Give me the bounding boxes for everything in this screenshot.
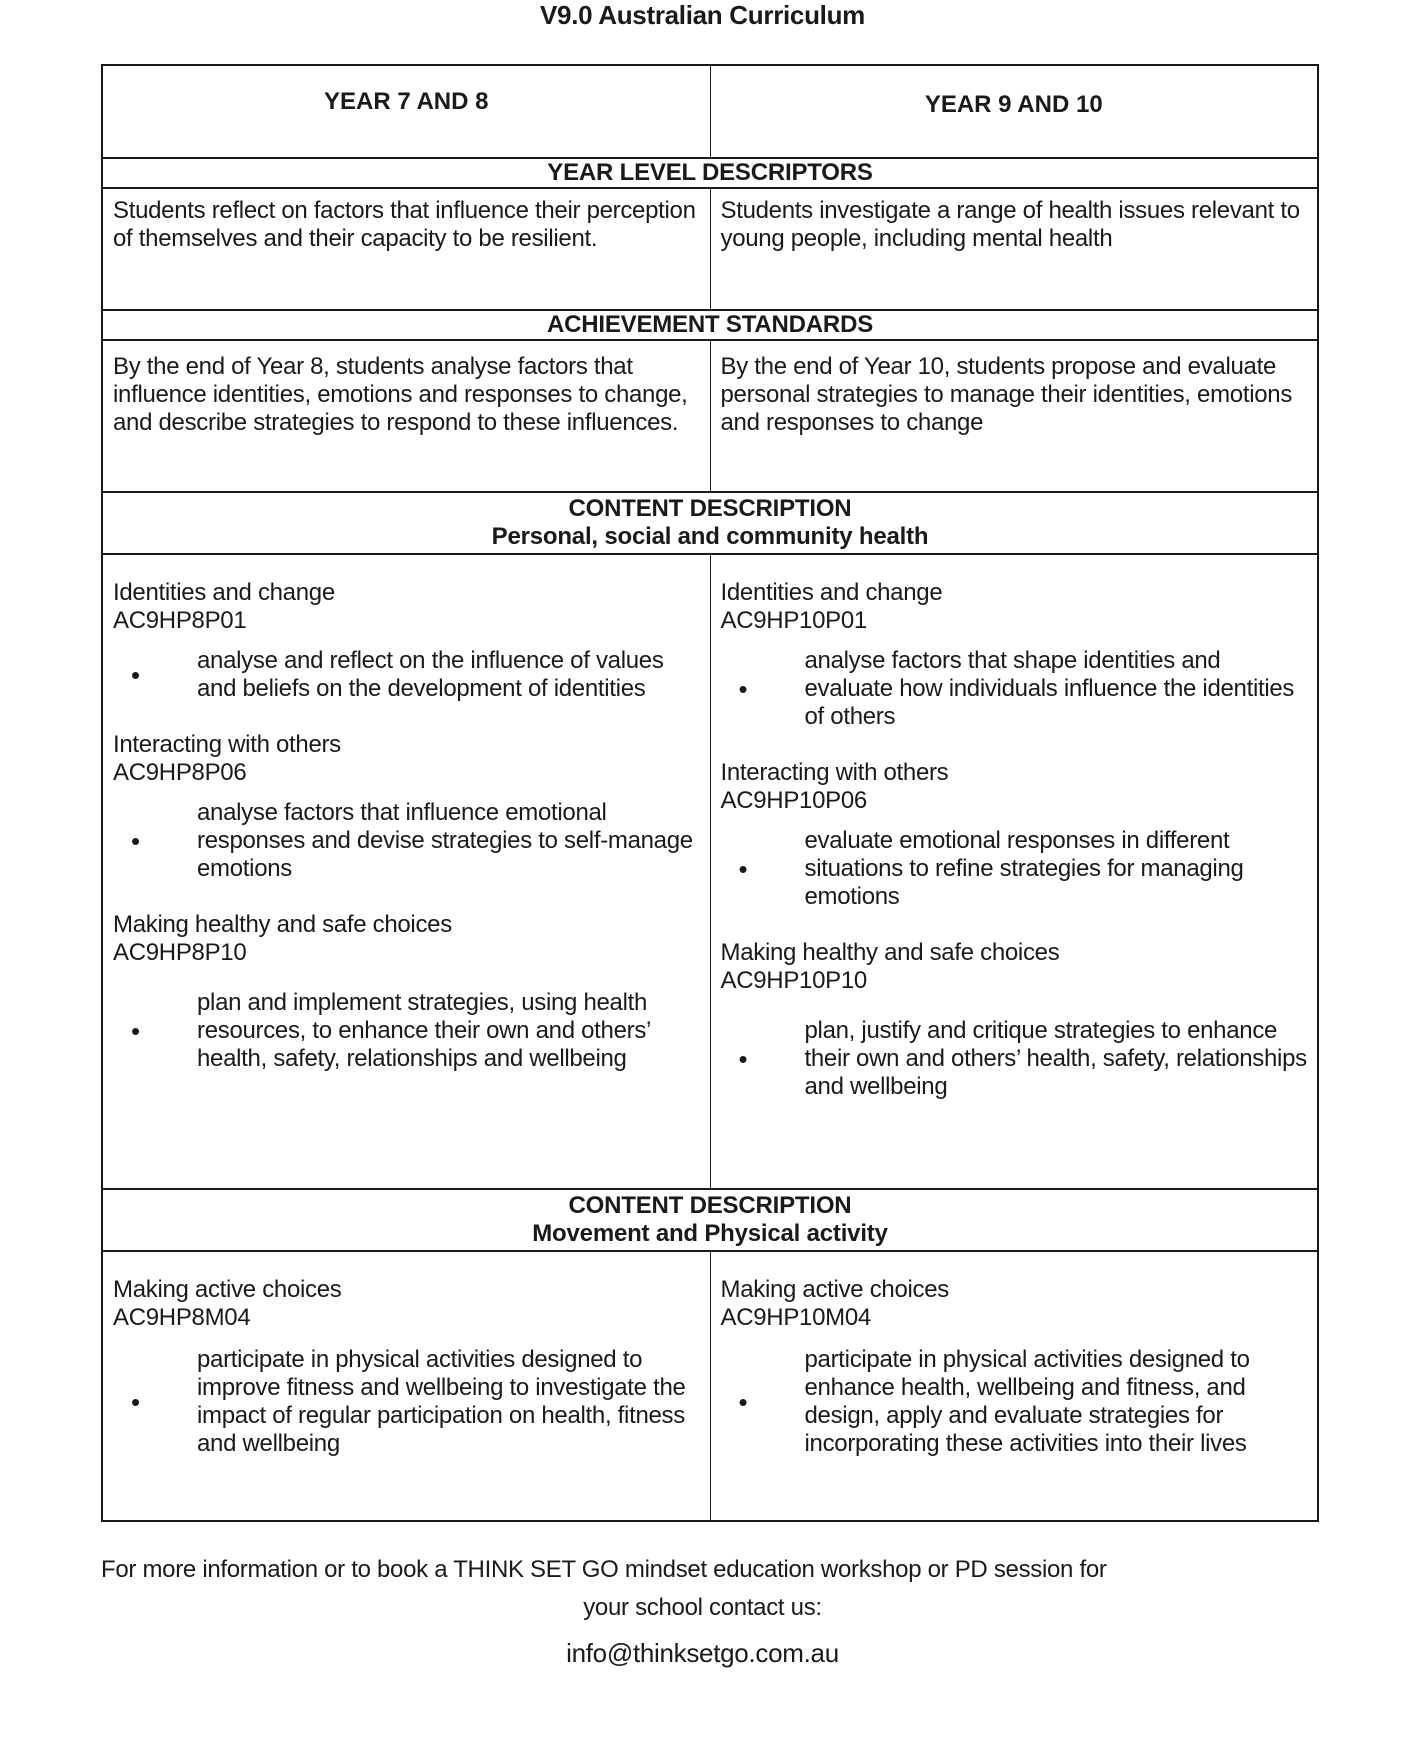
strand-title: Making healthy and safe choices (720, 939, 1060, 966)
footer-info-line-2: your school contact us: (583, 1594, 822, 1621)
content-item (113, 731, 700, 883)
section-heading-year-level-descriptors: YEAR LEVEL DESCRIPTORS (547, 159, 873, 186)
content-description-text: evaluate emotional responses in different situations to refine strategies for managing emotions (804, 827, 1244, 910)
section-heading-content-description: CONTENT DESCRIPTION (568, 1192, 852, 1219)
content-description-text: analyse factors that influence emotional responses and devise strategies to self-manage emotions (197, 799, 693, 882)
section-heading-row (103, 309, 1317, 339)
section-heading-row (103, 157, 1317, 187)
column-header-row (103, 66, 1317, 157)
section-heading-row (103, 491, 1317, 553)
achievement-standards-row (103, 339, 1317, 491)
year-level-descriptor-9-10: Students investigate a range of health issues relevant to young people, including mental health (720, 197, 1300, 252)
page-title: V9.0 Australian Curriculum (540, 0, 865, 30)
year-level-descriptor-7-8: Students reflect on factors that influence their perception of themselves and their capacity to be resilient. (103, 189, 711, 309)
curriculum-code: AC9HP10M04 (720, 1304, 871, 1331)
content-personal-row (103, 553, 1317, 1188)
content-movement-7-8 (103, 1252, 711, 1520)
contact-email-link[interactable]: info@thinksetgo.com.au (566, 1638, 839, 1668)
content-description-text: plan and implement strategies, using health resources, to enhance their own and others’ health, safety, relationships and wellbeing (197, 989, 651, 1072)
footer-info-line-1: For more information or to book a THINK SET GO mindset education workshop or PD session for (101, 1556, 1107, 1583)
content-description-text: analyse and reflect on the influence of values and beliefs on the development of identities (197, 647, 664, 702)
content-item (721, 1276, 1308, 1458)
curriculum-code: AC9HP10P10 (720, 967, 867, 994)
bullet-icon: • (131, 659, 141, 690)
content-movement-9-10 (711, 1252, 1318, 1520)
column-header-year-7-8: YEAR 7 AND 8 (103, 66, 711, 157)
strand-title: Identities and change (720, 579, 943, 606)
content-item (113, 579, 700, 703)
bullet-icon: • (738, 673, 748, 704)
achievement-standard-7-8: By the end of Year 8, students analyse factors that influence identities, emotions and responses to change, and describe strategies to respond to these influences. (103, 341, 711, 491)
strand-title: Identities and change (113, 579, 335, 606)
content-personal-9-10 (711, 555, 1318, 1188)
strand-title: Interacting with others (113, 731, 341, 758)
curriculum-code: AC9HP8P10 (113, 939, 247, 966)
section-subheading-movement-physical-activity: Movement and Physical activity (532, 1220, 888, 1247)
strand-title: Making active choices (113, 1276, 342, 1303)
content-description-text: participate in physical activities designed to improve fitness and wellbeing to investigate the impact of regular participation on health, fitness and wellbeing (197, 1346, 686, 1457)
bullet-icon: • (738, 1043, 748, 1074)
section-heading-row (103, 1188, 1317, 1250)
strand-title: Making healthy and safe choices (113, 911, 452, 938)
content-description-text: analyse factors that shape identities and evaluate how individuals influence the identities of others (804, 647, 1295, 730)
content-description-text: plan, justify and critique strategies to enhance their own and others’ health, safety, relationships and wellbeing (804, 1017, 1307, 1100)
curriculum-code: AC9HP8P06 (113, 759, 247, 786)
curriculum-code: AC9HP8M04 (113, 1304, 251, 1331)
strand-title: Making active choices (720, 1276, 949, 1303)
content-item (113, 1276, 700, 1458)
content-item (721, 939, 1308, 1101)
strand-title: Interacting with others (720, 759, 949, 786)
bullet-icon: • (738, 1386, 748, 1417)
content-item (113, 911, 700, 1073)
section-heading-achievement-standards: ACHIEVEMENT STANDARDS (546, 311, 874, 338)
content-description-text: participate in physical activities designed to enhance health, wellbeing and fitness, and design, apply and evaluate strategies for incorporating these activities into their lives (804, 1346, 1250, 1457)
curriculum-table (101, 64, 1319, 1522)
section-subheading-personal-social-community-health: Personal, social and community health (491, 523, 929, 550)
bullet-icon: • (131, 1015, 141, 1046)
curriculum-code: AC9HP8P01 (113, 607, 247, 634)
curriculum-code: AC9HP10P06 (720, 787, 867, 814)
section-heading-content-description: CONTENT DESCRIPTION (568, 495, 852, 522)
bullet-icon: • (131, 1386, 141, 1417)
bullet-icon: • (131, 825, 141, 856)
content-item (721, 579, 1308, 731)
content-item (721, 759, 1308, 911)
curriculum-code: AC9HP10P01 (720, 607, 867, 634)
column-header-year-9-10: YEAR 9 AND 10 (924, 91, 1103, 118)
content-movement-row (103, 1250, 1317, 1520)
bullet-icon: • (738, 853, 748, 884)
content-personal-7-8 (103, 555, 711, 1188)
year-level-descriptors-row (103, 187, 1317, 309)
achievement-standard-9-10: By the end of Year 10, students propose and evaluate personal strategies to manage their identities, emotions and responses to change (720, 353, 1293, 436)
